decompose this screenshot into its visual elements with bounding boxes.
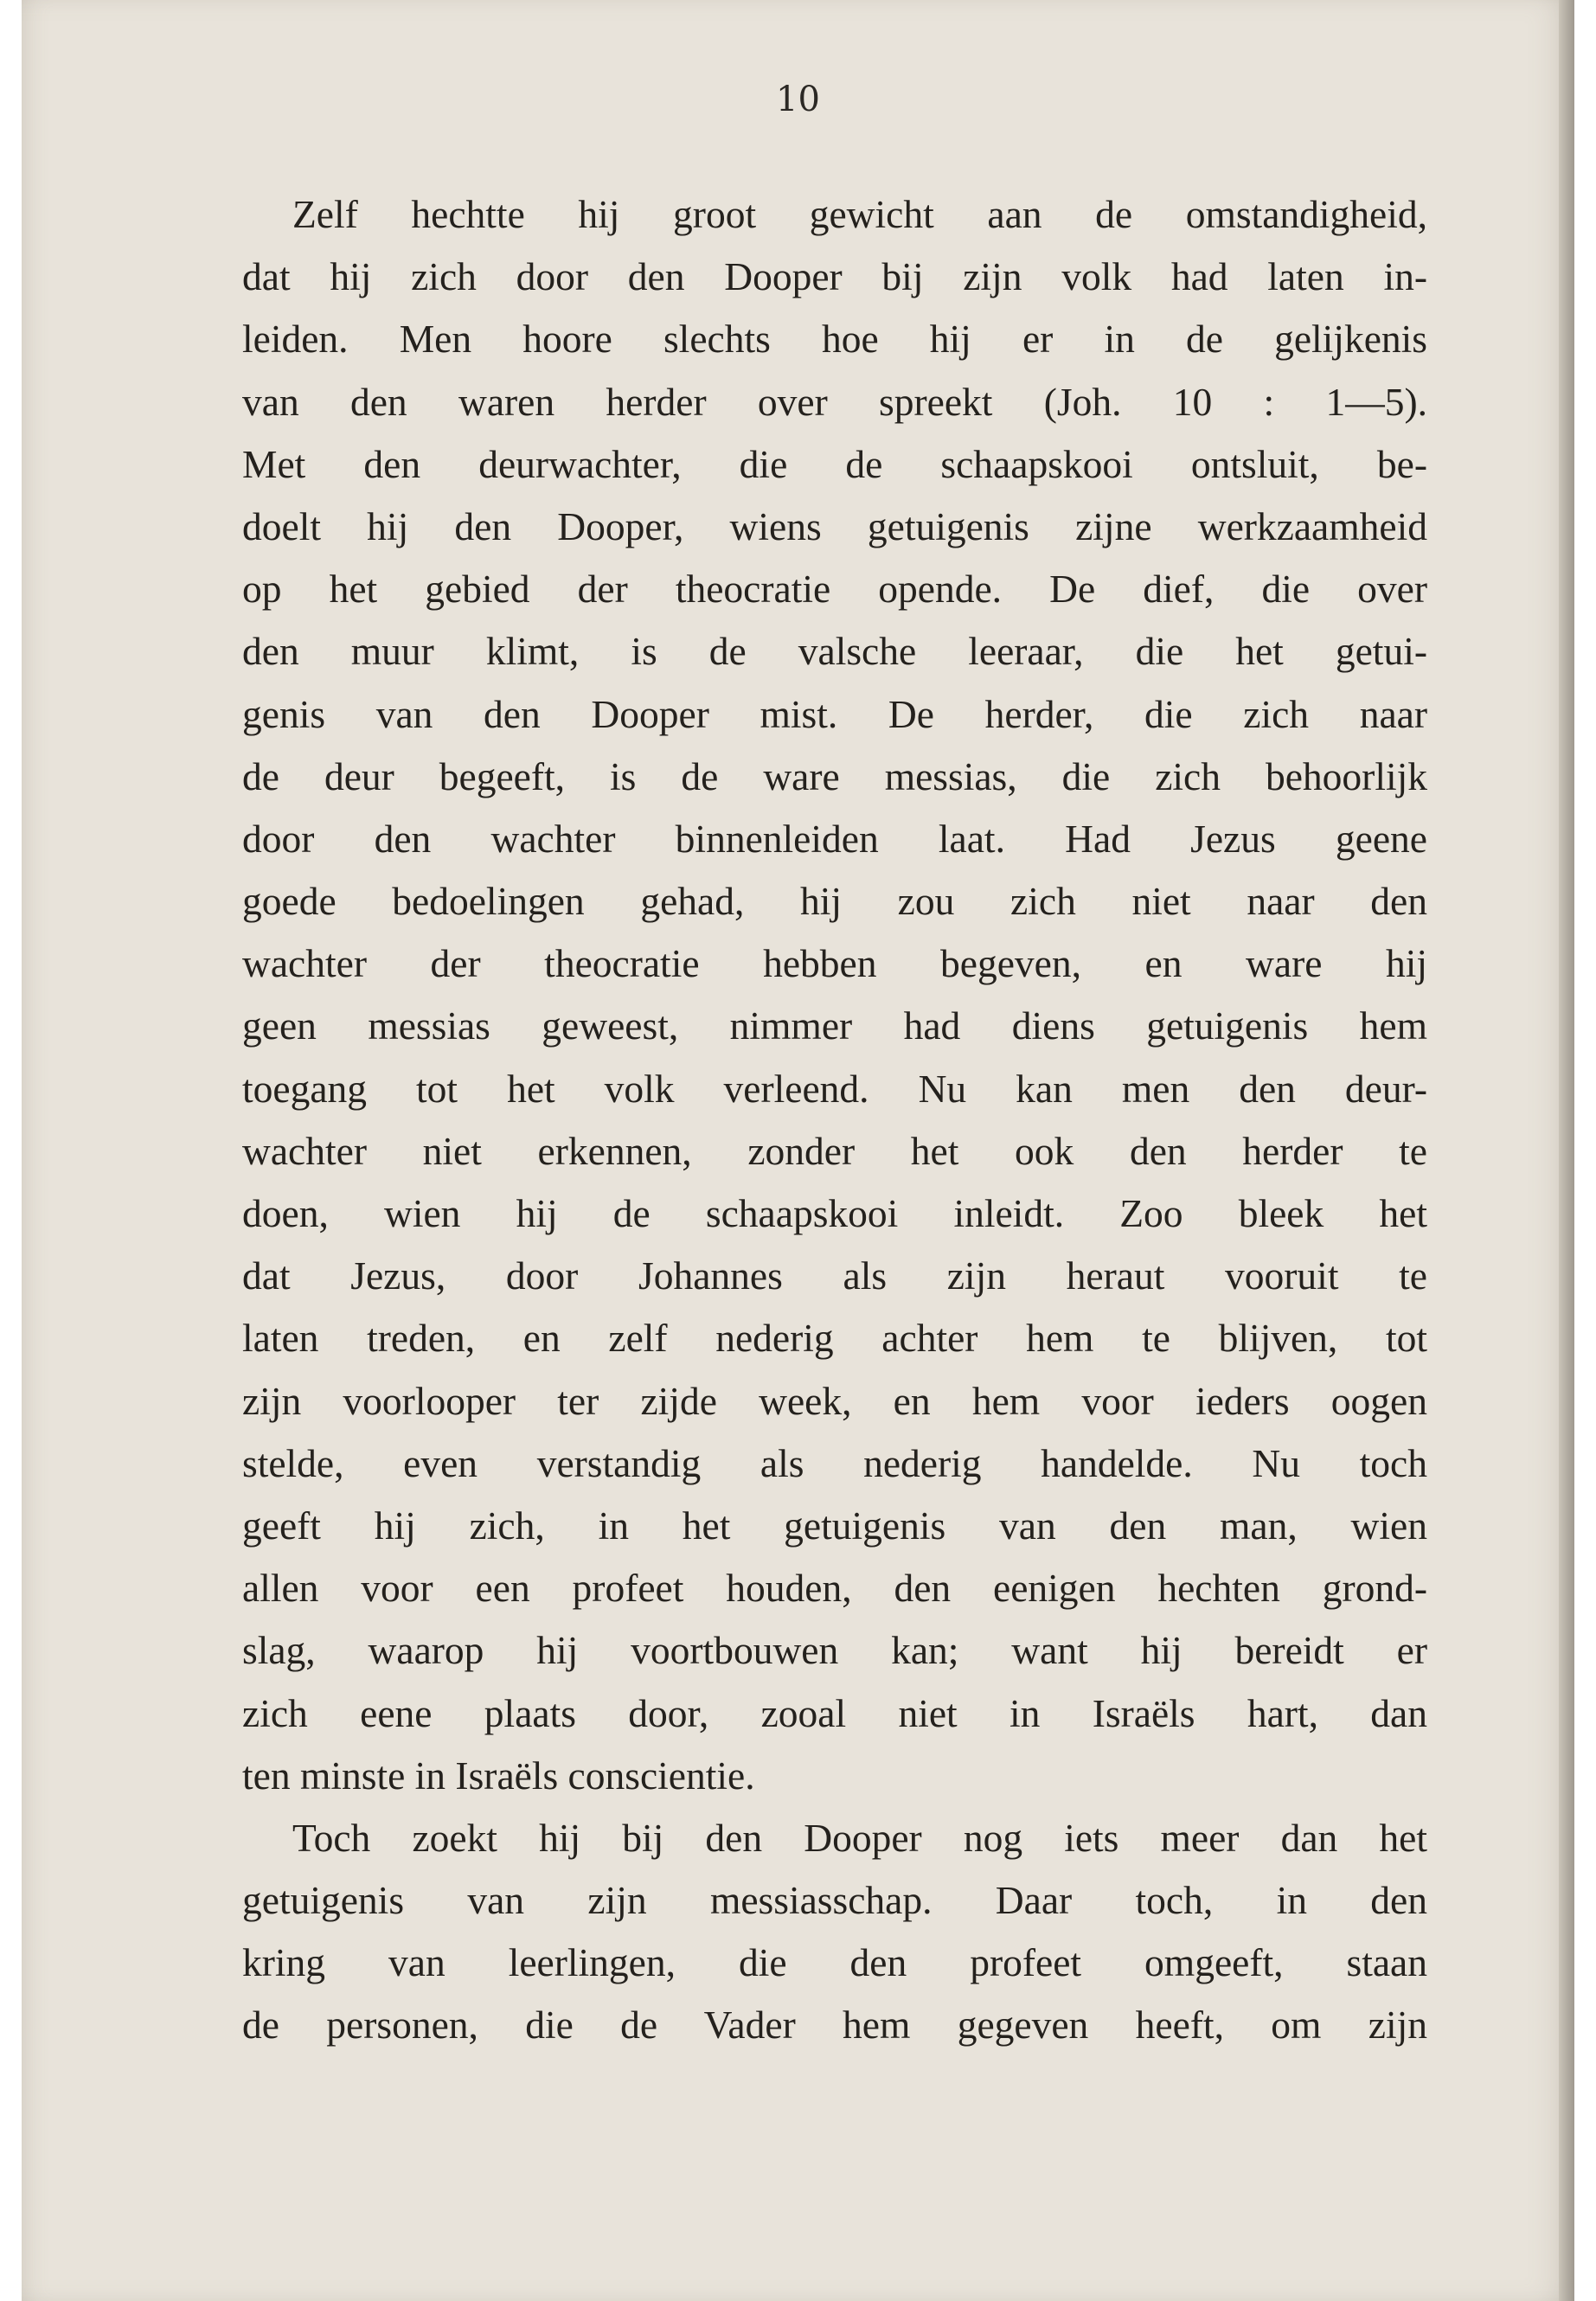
text-line: Zelf hechtte hij groot gewicht aan de omstandigheid,	[292, 192, 1427, 236]
text-line: op het gebied der theocratie opende. De dief, die over	[242, 567, 1427, 612]
text-line: dat Jezus, door Johannes als zijn heraut vooruit te	[242, 1253, 1427, 1298]
text-line: slag, waarop hij voortbouwen kan; want hij bereidt er	[242, 1628, 1427, 1673]
text-line: genis van den Dooper mist. De herder, die zich naar	[242, 691, 1427, 736]
text-line: doelt hij den Dooper, wiens getuigenis zijne werkzaamheid	[242, 503, 1427, 548]
text-line: wachter der theocratie hebben begeven, en ware hij	[242, 941, 1427, 986]
text-line: van den waren herder over spreekt (Joh. 10 : 1—5).	[242, 379, 1427, 424]
text-line: doen, wien hij de schaapskooi inleidt. Zoo bleek het	[242, 1191, 1427, 1235]
text-line: getuigenis van zijn messiasschap. Daar toch, in den	[242, 1878, 1427, 1923]
text-line: allen voor een profeet houden, den eenigen hechten grond-	[242, 1566, 1427, 1611]
paragraph	[242, 1807, 1427, 2057]
text-line: laten treden, en zelf nederig achter hem te blijven, tot	[242, 1316, 1427, 1361]
text-line: geeft hij zich, in het getuigenis van den man, wien	[242, 1503, 1427, 1548]
text-line: zijn voorlooper ter zijde week, en hem voor ieders oogen	[242, 1378, 1427, 1423]
text-line: dat hij zich door den Dooper bij zijn volk had laten in-	[242, 254, 1427, 299]
text-line: Met den deurwachter, die de schaapskooi ontsluit, be-	[242, 441, 1427, 486]
page-number: 10	[776, 80, 820, 119]
text-line: door den wachter binnenleiden laat. Had Jezus geene	[242, 816, 1427, 861]
body-text	[242, 183, 1427, 2057]
text-line: wachter niet erkennen, zonder het ook den herder te	[242, 1128, 1427, 1173]
text-line: de personen, die de Vader hem gegeven heeft, om zijn	[242, 2003, 1427, 2048]
page-edge	[1559, 0, 1574, 2301]
text-line: kring van leerlingen, die den profeet omgeeft, staan	[242, 1940, 1427, 1985]
text-line: ten minste in Israëls conscientie.	[242, 1753, 755, 1798]
text-line: geen messias geweest, nimmer had diens getuigenis hem	[242, 1003, 1427, 1048]
text-line: goede bedoelingen gehad, hij zou zich niet naar den	[242, 879, 1427, 924]
text-line: den muur klimt, is de valsche leeraar, die het getui-	[242, 629, 1427, 674]
paragraph	[242, 183, 1427, 1807]
text-line: leiden. Men hoore slechts hoe hij er in de gelijkenis	[242, 317, 1427, 362]
book-page	[22, 0, 1574, 2301]
text-line: toegang tot het volk verleend. Nu kan men den deur-	[242, 1066, 1427, 1111]
text-line: zich eene plaats door, zooal niet in Israëls hart, dan	[242, 1690, 1427, 1735]
text-line: stelde, even verstandig als nederig handelde. Nu toch	[242, 1440, 1427, 1485]
text-line: de deur begeeft, is de ware messias, die zich behoorlijk	[242, 753, 1427, 798]
text-line: Toch zoekt hij bij den Dooper nog iets meer dan het	[292, 1815, 1427, 1860]
